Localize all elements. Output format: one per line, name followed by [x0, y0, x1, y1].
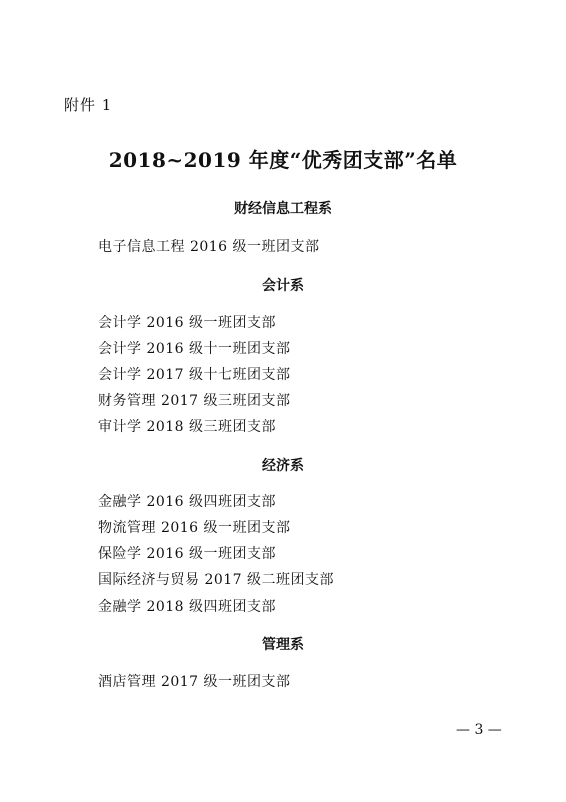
department-heading-economics: 经济系 [262, 458, 304, 474]
list-item: 酒店管理 2017 级一班团支部 [98, 674, 291, 690]
list-item: 保险学 2016 级一班团支部 [98, 546, 277, 562]
list-item: 会计学 2016 级一班团支部 [98, 315, 277, 331]
list-item: 国际经济与贸易 2017 级二班团支部 [98, 572, 335, 588]
department-heading-finance-info-engineering: 财经信息工程系 [234, 201, 332, 217]
list-item: 会计学 2016 级十一班团支部 [98, 341, 291, 357]
page-number: — 3 — [456, 722, 502, 738]
list-item: 金融学 2016 级四班团支部 [98, 494, 277, 510]
attachment-label: 附件 1 [64, 96, 113, 114]
department-heading-management: 管理系 [262, 637, 304, 653]
list-item: 会计学 2017 级十七班团支部 [98, 367, 291, 383]
list-item: 电子信息工程 2016 级一班团支部 [98, 239, 320, 255]
list-item: 物流管理 2016 级一班团支部 [98, 520, 291, 536]
document-title: 2018~2019 年度“优秀团支部”名单 [108, 148, 458, 172]
list-item: 财务管理 2017 级三班团支部 [98, 393, 291, 409]
department-heading-accounting: 会计系 [262, 278, 304, 294]
list-item: 金融学 2018 级四班团支部 [98, 599, 277, 615]
list-item: 审计学 2018 级三班团支部 [98, 419, 277, 435]
